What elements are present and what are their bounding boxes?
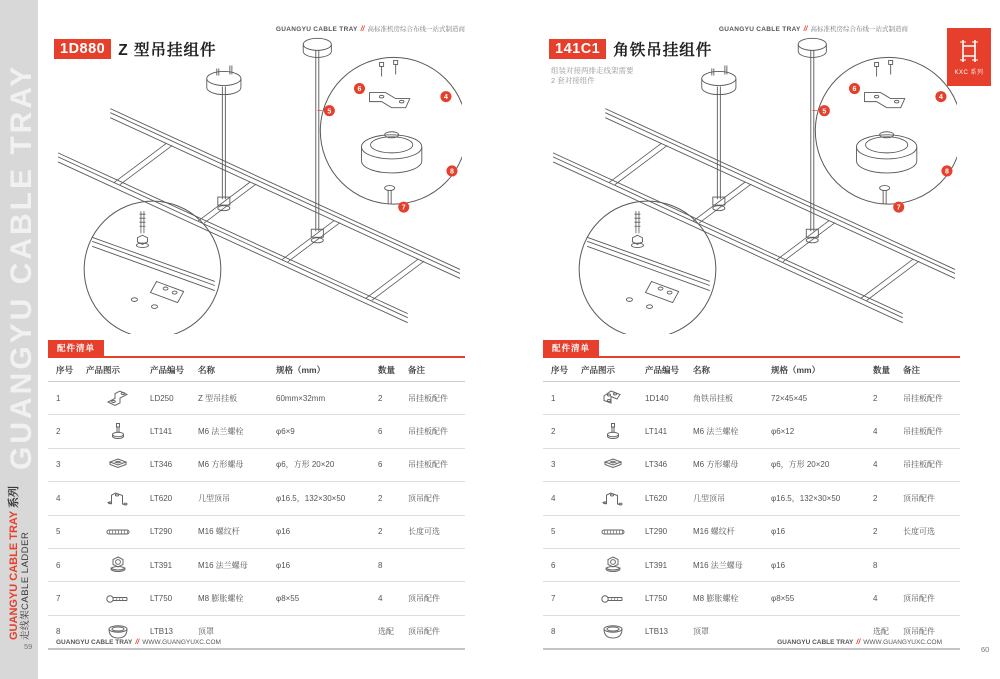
header-slash-icon: //	[803, 26, 808, 33]
table-row	[543, 415, 960, 448]
table-row	[48, 382, 465, 415]
part-note: 顶吊配件	[408, 594, 440, 604]
part-qty: 2	[378, 527, 383, 537]
table-row	[48, 549, 465, 582]
square-nut-icon	[601, 455, 625, 475]
callout-balloon	[941, 165, 952, 176]
part-note: 吊挂板配件	[408, 460, 448, 470]
part-code: LT346	[150, 460, 173, 470]
part-illustration	[581, 455, 645, 475]
part-code: LTB13	[645, 627, 668, 637]
part-name: M16 法兰螺母	[198, 560, 248, 570]
part-note: 吊挂板配件	[408, 393, 448, 403]
part-name: 几型顶吊	[693, 493, 725, 503]
part-spec: φ16	[276, 527, 291, 537]
part-name: M6 方形螺母	[693, 460, 739, 470]
svg-text:5: 5	[327, 108, 332, 116]
column-header: 名称	[198, 365, 216, 375]
page-number-left: 59	[24, 642, 33, 651]
part-code: LT391	[645, 560, 668, 570]
part-spec: φ6×12	[771, 427, 795, 437]
header-brand: GUANGYU CABLE TRAY	[275, 26, 358, 33]
row-index: 8	[551, 627, 556, 637]
part-spec: φ16	[771, 527, 786, 537]
kxc-series-label: KXC 系列	[954, 70, 984, 76]
row-index: 7	[56, 594, 61, 604]
u-bracket-icon	[105, 487, 131, 509]
header-slash-icon: //	[360, 26, 365, 33]
part-qty: 6	[378, 460, 383, 470]
callout-balloon	[324, 105, 335, 116]
part-illustration	[581, 622, 645, 642]
column-header: 数量	[873, 365, 891, 375]
column-header: 规格（mm）	[276, 365, 326, 375]
part-illustration	[86, 387, 150, 409]
part-code: LT141	[150, 427, 173, 437]
u-bracket-icon	[600, 487, 626, 509]
part-spec: φ8×55	[276, 594, 300, 604]
catalog-page-right	[543, 20, 960, 655]
part-note: 顶吊配件	[903, 594, 935, 604]
parts-table-body	[48, 382, 465, 650]
part-qty: 选配	[378, 627, 394, 637]
part-spec: φ6×9	[276, 427, 295, 437]
part-qty: 4	[873, 460, 878, 470]
part-name: 角铁吊挂板	[693, 393, 733, 403]
part-name: M6 法兰螺栓	[693, 427, 739, 437]
part-code: LT141	[645, 427, 668, 437]
part-spec: 72×45×45	[771, 393, 808, 403]
part-illustration	[581, 387, 645, 409]
page-footer	[777, 639, 942, 646]
part-name: M8 膨胀螺栓	[693, 594, 739, 604]
part-note: 长度可选	[903, 527, 935, 537]
part-qty: 8	[378, 560, 383, 570]
flange-nut-icon	[106, 554, 130, 576]
part-note: 吊挂板配件	[903, 427, 943, 437]
flange-nut-icon	[601, 554, 625, 576]
part-code: 1D140	[645, 393, 669, 403]
table-row	[543, 382, 960, 415]
row-index: 4	[551, 493, 556, 503]
part-name: 几型顶吊	[198, 493, 230, 503]
footer-brand: GUANGYU CABLE TRAY	[777, 639, 854, 646]
assembly-drawing	[50, 28, 462, 334]
part-qty: 4	[378, 594, 383, 604]
svg-text:7: 7	[896, 204, 901, 212]
table-row	[543, 549, 960, 582]
row-index: 5	[551, 527, 556, 537]
part-qty: 4	[873, 427, 878, 437]
part-name: M6 法兰螺栓	[198, 427, 244, 437]
column-header: 数量	[378, 365, 396, 375]
threaded-rod-icon	[105, 524, 131, 540]
part-code: LT750	[150, 594, 173, 604]
column-header: 备注	[903, 365, 921, 375]
column-header: 产品编号	[150, 365, 185, 375]
part-illustration	[581, 421, 645, 443]
product-title: 角铁吊挂组件	[613, 42, 713, 59]
footer-website: WWW.GUANGYUXC.COM	[142, 639, 221, 646]
part-qty: 6	[378, 427, 383, 437]
column-header: 产品图示	[86, 365, 121, 375]
flange-bolt-icon	[602, 421, 624, 443]
part-illustration	[581, 487, 645, 509]
callout-balloon	[446, 165, 457, 176]
part-qty: 2	[378, 493, 383, 503]
part-code: LT346	[645, 460, 668, 470]
sidebar	[0, 0, 38, 679]
part-spec: φ16	[771, 560, 786, 570]
footer-brand: GUANGYU CABLE TRAY	[56, 639, 133, 646]
table-row	[543, 482, 960, 515]
column-header: 产品图示	[581, 365, 616, 375]
part-spec: 60mm×32mm	[276, 393, 326, 403]
row-index: 5	[56, 527, 61, 537]
parts-table-header	[48, 358, 465, 382]
row-index: 1	[551, 393, 556, 403]
header-brand: GUANGYU CABLE TRAY	[718, 26, 801, 33]
svg-text:7: 7	[401, 204, 406, 212]
column-header: 规格（mm）	[771, 365, 821, 375]
isometric-ladder-drawing	[50, 28, 462, 334]
row-index: 2	[551, 427, 556, 437]
column-header: 产品编号	[645, 365, 680, 375]
product-code-badge: 1D880	[54, 39, 111, 59]
part-note: 吊挂板配件	[903, 393, 943, 403]
row-index: 2	[56, 427, 61, 437]
dome-cap-icon	[601, 622, 625, 642]
part-code: LT620	[645, 493, 668, 503]
part-spec: φ6，方形 20×20	[771, 460, 830, 470]
header-slogan: 高标准机房综合布线一站式制造商	[367, 26, 465, 33]
callout-balloon	[819, 105, 830, 116]
part-qty: 选配	[873, 627, 889, 637]
part-illustration	[86, 421, 150, 443]
parts-list-tab: 配件清单	[543, 340, 599, 357]
part-note: 吊挂板配件	[408, 427, 448, 437]
part-qty: 4	[873, 594, 878, 604]
part-note: 顶吊配件	[408, 627, 440, 637]
part-note: 吊挂板配件	[903, 460, 943, 470]
column-header: 序号	[551, 365, 569, 375]
part-qty: 8	[873, 560, 878, 570]
callout-balloon	[893, 202, 904, 213]
part-name: 顶罩	[198, 627, 214, 637]
svg-text:6: 6	[357, 86, 362, 94]
row-index: 6	[551, 560, 556, 570]
svg-text:8: 8	[449, 168, 454, 176]
part-illustration	[86, 524, 150, 540]
parts-table-header	[543, 358, 960, 382]
part-qty: 2	[873, 493, 878, 503]
part-spec: φ6，方形 20×20	[276, 460, 335, 470]
row-index: 3	[56, 460, 61, 470]
table-row	[48, 516, 465, 549]
part-illustration	[581, 591, 645, 607]
part-name: M16 法兰螺母	[693, 560, 743, 570]
row-index: 1	[56, 393, 61, 403]
part-spec: φ16.5，132×30×50	[771, 493, 841, 503]
svg-text:6: 6	[852, 86, 857, 94]
part-note: 顶吊配件	[903, 627, 935, 637]
product-title-row	[54, 38, 217, 60]
sidebar-series-label	[8, 422, 31, 640]
column-header: 备注	[408, 365, 426, 375]
catalog-page-left	[48, 20, 465, 655]
product-code-badge: 141C1	[549, 39, 606, 59]
subtitle-line-2: 2 套对接组件	[551, 75, 595, 85]
part-qty: 2	[378, 393, 383, 403]
callout-balloon	[935, 91, 946, 102]
sidebar-watermark: GUANGYU CABLE TRAY	[5, 63, 38, 470]
subtitle-line-1: 组装对接两排走线架需要	[551, 66, 634, 75]
product-subtitle	[551, 66, 634, 85]
part-name: Z 型吊挂板	[198, 393, 238, 403]
page-number-right: 60	[981, 645, 990, 654]
parts-list-section	[48, 338, 465, 650]
svg-text:5: 5	[822, 108, 827, 116]
part-illustration	[581, 554, 645, 576]
row-index: 7	[551, 594, 556, 604]
row-index: 3	[551, 460, 556, 470]
part-note: 顶吊配件	[903, 493, 935, 503]
part-illustration	[86, 554, 150, 576]
column-header: 名称	[693, 365, 711, 375]
part-spec: φ16	[276, 560, 291, 570]
part-name: M8 膨胀螺栓	[198, 594, 244, 604]
part-code: LT290	[150, 527, 173, 537]
expansion-bolt-icon	[105, 591, 131, 607]
series-name-cn: 系列	[8, 485, 20, 508]
part-name: 顶罩	[693, 627, 709, 637]
part-code: LT391	[150, 560, 173, 570]
table-row	[48, 582, 465, 615]
part-note: 顶吊配件	[408, 493, 440, 503]
series-subname: 走线架CABLE LADDER	[20, 531, 31, 640]
expansion-bolt-icon	[600, 591, 626, 607]
part-qty: 2	[873, 393, 878, 403]
part-qty: 2	[873, 527, 878, 537]
table-row	[543, 449, 960, 482]
part-note: 长度可选	[408, 527, 440, 537]
parts-list-section	[543, 338, 960, 650]
part-illustration	[86, 487, 150, 509]
threaded-rod-icon	[600, 524, 626, 540]
callout-balloon	[354, 83, 365, 94]
header-slogan: 高标准机房综合布线一站式制造商	[810, 26, 908, 33]
footer-website: WWW.GUANGYUXC.COM	[863, 639, 942, 646]
part-code: LT290	[645, 527, 668, 537]
part-name: M16 螺纹杆	[693, 527, 735, 537]
product-title: Z 型吊挂组件	[118, 42, 217, 59]
part-illustration	[86, 591, 150, 607]
footer-slash-icon: //	[856, 639, 861, 646]
callout-balloon	[849, 83, 860, 94]
callout-balloon	[398, 202, 409, 213]
part-code: LT620	[150, 493, 173, 503]
part-code: LT750	[645, 594, 668, 604]
angle-bracket-icon	[600, 387, 626, 409]
part-illustration	[581, 524, 645, 540]
row-index: 4	[56, 493, 61, 503]
svg-text:4: 4	[938, 94, 943, 102]
series-name-en: GUANGYU CABLE TRAY	[8, 511, 20, 640]
footer-slash-icon: //	[135, 639, 140, 646]
table-row	[48, 449, 465, 482]
table-row	[48, 482, 465, 515]
column-header: 序号	[56, 365, 74, 375]
svg-text:4: 4	[443, 94, 448, 102]
svg-text:8: 8	[944, 168, 949, 176]
row-index: 6	[56, 560, 61, 570]
z-bracket-icon	[105, 387, 131, 409]
parts-list-tab: 配件清单	[48, 340, 104, 357]
part-code: LD250	[150, 393, 174, 403]
table-row	[543, 582, 960, 615]
part-spec: φ8×55	[771, 594, 795, 604]
table-row	[48, 415, 465, 448]
kxc-ladder-icon	[958, 38, 980, 64]
part-code: LTB13	[150, 627, 173, 637]
row-index: 8	[56, 627, 61, 637]
table-row	[543, 516, 960, 549]
page-footer	[56, 639, 221, 646]
part-name: M16 螺纹杆	[198, 527, 240, 537]
product-title-row	[549, 38, 712, 60]
part-spec: φ16.5，132×30×50	[276, 493, 346, 503]
part-illustration	[86, 455, 150, 475]
callout-balloon	[440, 91, 451, 102]
flange-bolt-icon	[107, 421, 129, 443]
square-nut-icon	[106, 455, 130, 475]
parts-table-body	[543, 382, 960, 650]
part-name: M6 方形螺母	[198, 460, 244, 470]
